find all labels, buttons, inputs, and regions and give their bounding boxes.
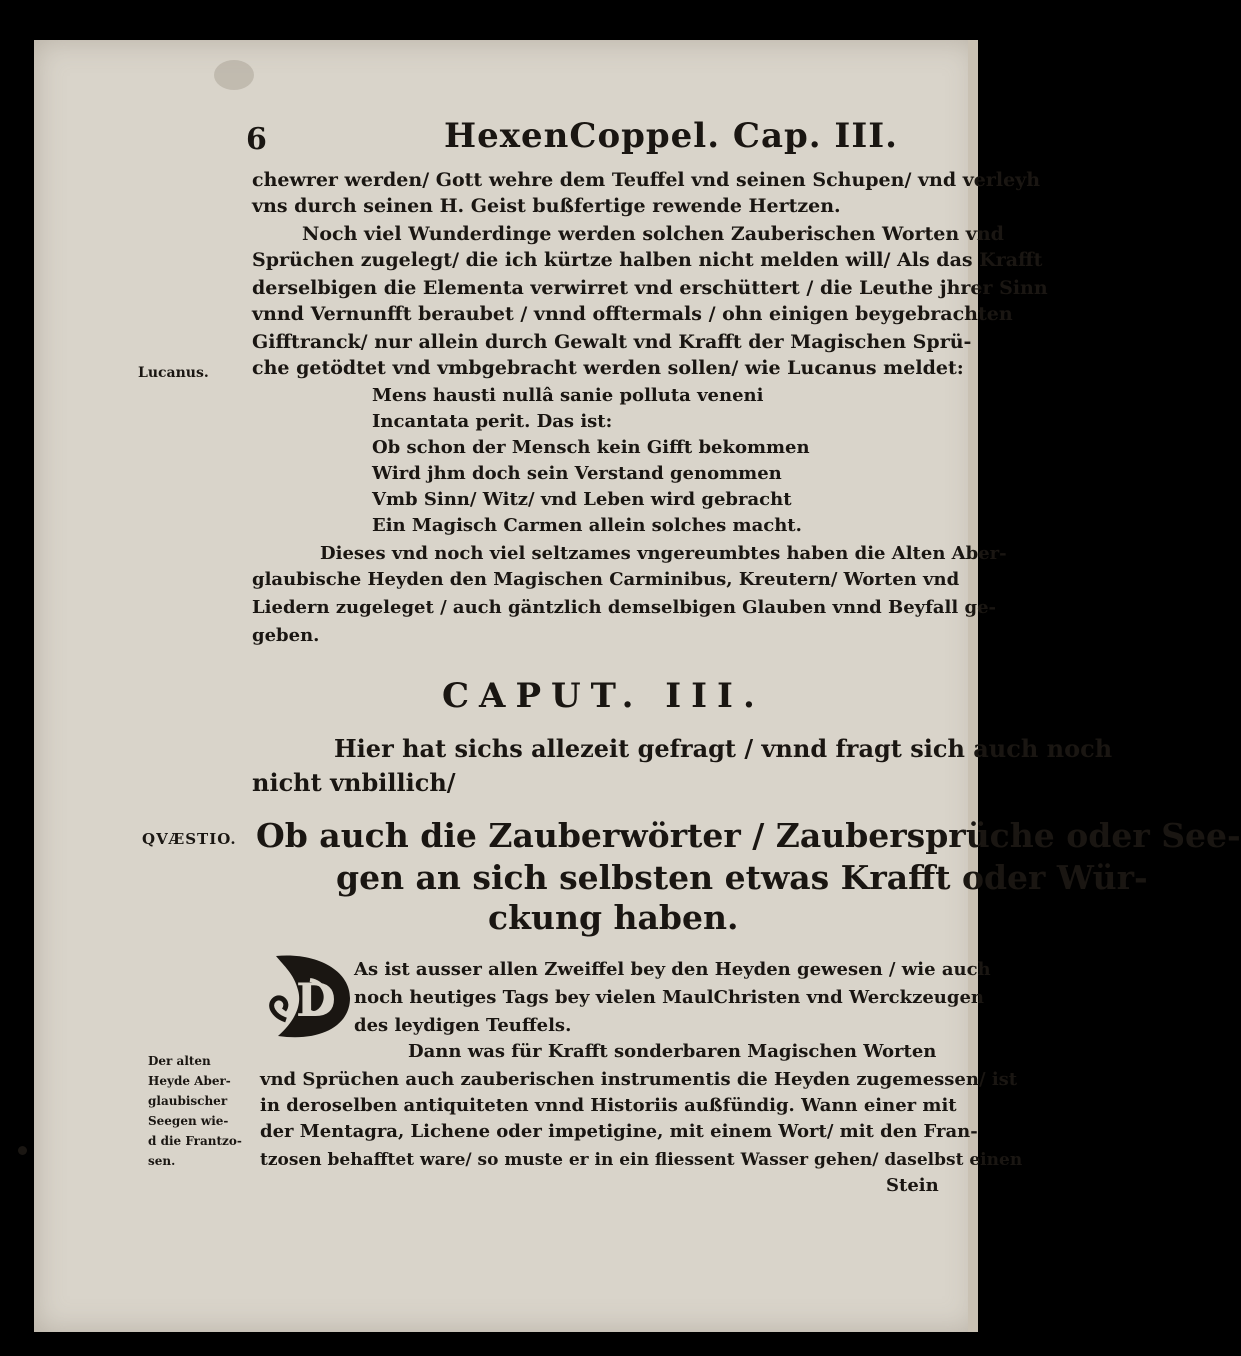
margin-note-line: d die Frantzo- <box>148 1134 242 1148</box>
ink-dot <box>18 1146 27 1155</box>
text-line: chewrer werden/ Gott wehre dem Teuffel vnd seinen Schupen/ vnd verleyh <box>252 169 1041 191</box>
margin-note-line: glaubischer <box>148 1094 228 1108</box>
text-line: As ist ausser allen Zweiffel bey den Heyden gewesen / wie auch <box>354 959 991 980</box>
running-header <box>246 116 898 162</box>
text-line: der Mentagra, Lichene oder impetigine, mit einem Wort/ mit den Fran- <box>260 1121 978 1142</box>
running-title: HexenCoppel. Cap. III. <box>444 116 898 156</box>
subheading-line: Hier hat sichs allezeit gefragt / vnnd fragt sich auch noch <box>334 734 1113 763</box>
verse-line: Ob schon der Mensch kein Gifft bekommen <box>372 437 810 458</box>
text-line: in deroselben antiquiteten vnnd Historiis außfündig. Wann einer mit <box>260 1095 957 1116</box>
question-heading: gen an sich selbsten etwas Krafft oder Wür- <box>336 858 1148 897</box>
dropcap-letter: D <box>296 973 336 1027</box>
text-line: glaubische Heyden den Magischen Carminibus, Kreutern/ Worten vnd <box>252 569 960 590</box>
dropcap-ornament <box>266 950 354 1042</box>
book-page <box>34 40 1241 1332</box>
margin-note-questio: QVÆSTIO. <box>142 830 237 848</box>
text-line: geben. <box>252 625 320 646</box>
text-line: vnd Sprüchen auch zauberischen instrumentis die Heyden zugemessen/ ist <box>260 1069 1018 1090</box>
paper-stain <box>214 60 254 90</box>
text-line: noch heutiges Tags bey vielen MaulChristen vnd Werckzeugen <box>354 987 984 1008</box>
text-line: Dieses vnd noch viel seltzames vngereumbtes haben die Alten Aber- <box>320 543 1007 564</box>
text-line: derselbigen die Elementa verwirret vnd erschüttert / die Leuthe jhrer Sinn <box>252 277 1048 299</box>
margin-note-line: sen. <box>148 1154 176 1168</box>
text-line: vns durch seinen H. Geist bußfertige rewende Hertzen. <box>252 195 841 217</box>
verse-line: Mens hausti nullâ sanie polluta veneni <box>372 385 764 406</box>
chapter-heading: CAPUT. III. <box>442 676 765 716</box>
catchword: Stein <box>886 1175 939 1196</box>
margin-note-lucanus: Lucanus. <box>138 365 209 381</box>
text-line: Liedern zugeleget / auch gäntzlich demselbigen Glauben vnnd Beyfall ge- <box>252 597 996 618</box>
verse-line: Wird jhm doch sein Verstand genommen <box>372 463 782 484</box>
text-line: vnnd Vernunfft beraubet / vnnd offtermals / ohn einigen beygebrachten <box>252 303 1013 325</box>
question-heading: ckung haben. <box>488 898 739 937</box>
text-line: Dann was für Krafft sonderbaren Magischen Worten <box>408 1041 937 1062</box>
verse-line: Ein Magisch Carmen allein solches macht. <box>372 515 802 536</box>
page-number: 6 <box>246 122 267 157</box>
text-line: Gifftranck/ nur allein durch Gewalt vnd Krafft der Magischen Sprü- <box>252 331 972 353</box>
text-line: Noch viel Wunderdinge werden solchen Zauberischen Worten vnd <box>302 223 1004 245</box>
text-line: che getödtet vnd vmbgebracht werden sollen/ wie Lucanus meldet: <box>252 357 964 379</box>
margin-note-line: Heyde Aber- <box>148 1074 231 1088</box>
subheading-line: nicht vnbillich/ <box>252 768 456 797</box>
text-line: tzosen behafftet ware/ so muste er in ein fliessent Wasser gehen/ daselbst einen <box>260 1150 1023 1170</box>
verse-line: Incantata perit. Das ist: <box>372 411 613 432</box>
verse-line: Vmb Sinn/ Witz/ vnd Leben wird gebracht <box>372 489 792 510</box>
text-line: des leydigen Teuffels. <box>354 1015 572 1036</box>
margin-note-line: Der alten <box>148 1054 211 1068</box>
text-line: Sprüchen zugelegt/ die ich kürtze halben nicht melden will/ Als das Krafft <box>252 249 1043 271</box>
margin-note-line: Seegen wie- <box>148 1114 229 1128</box>
question-heading: Ob auch die Zauberwörter / Zaubersprüche oder See- <box>256 816 1241 855</box>
